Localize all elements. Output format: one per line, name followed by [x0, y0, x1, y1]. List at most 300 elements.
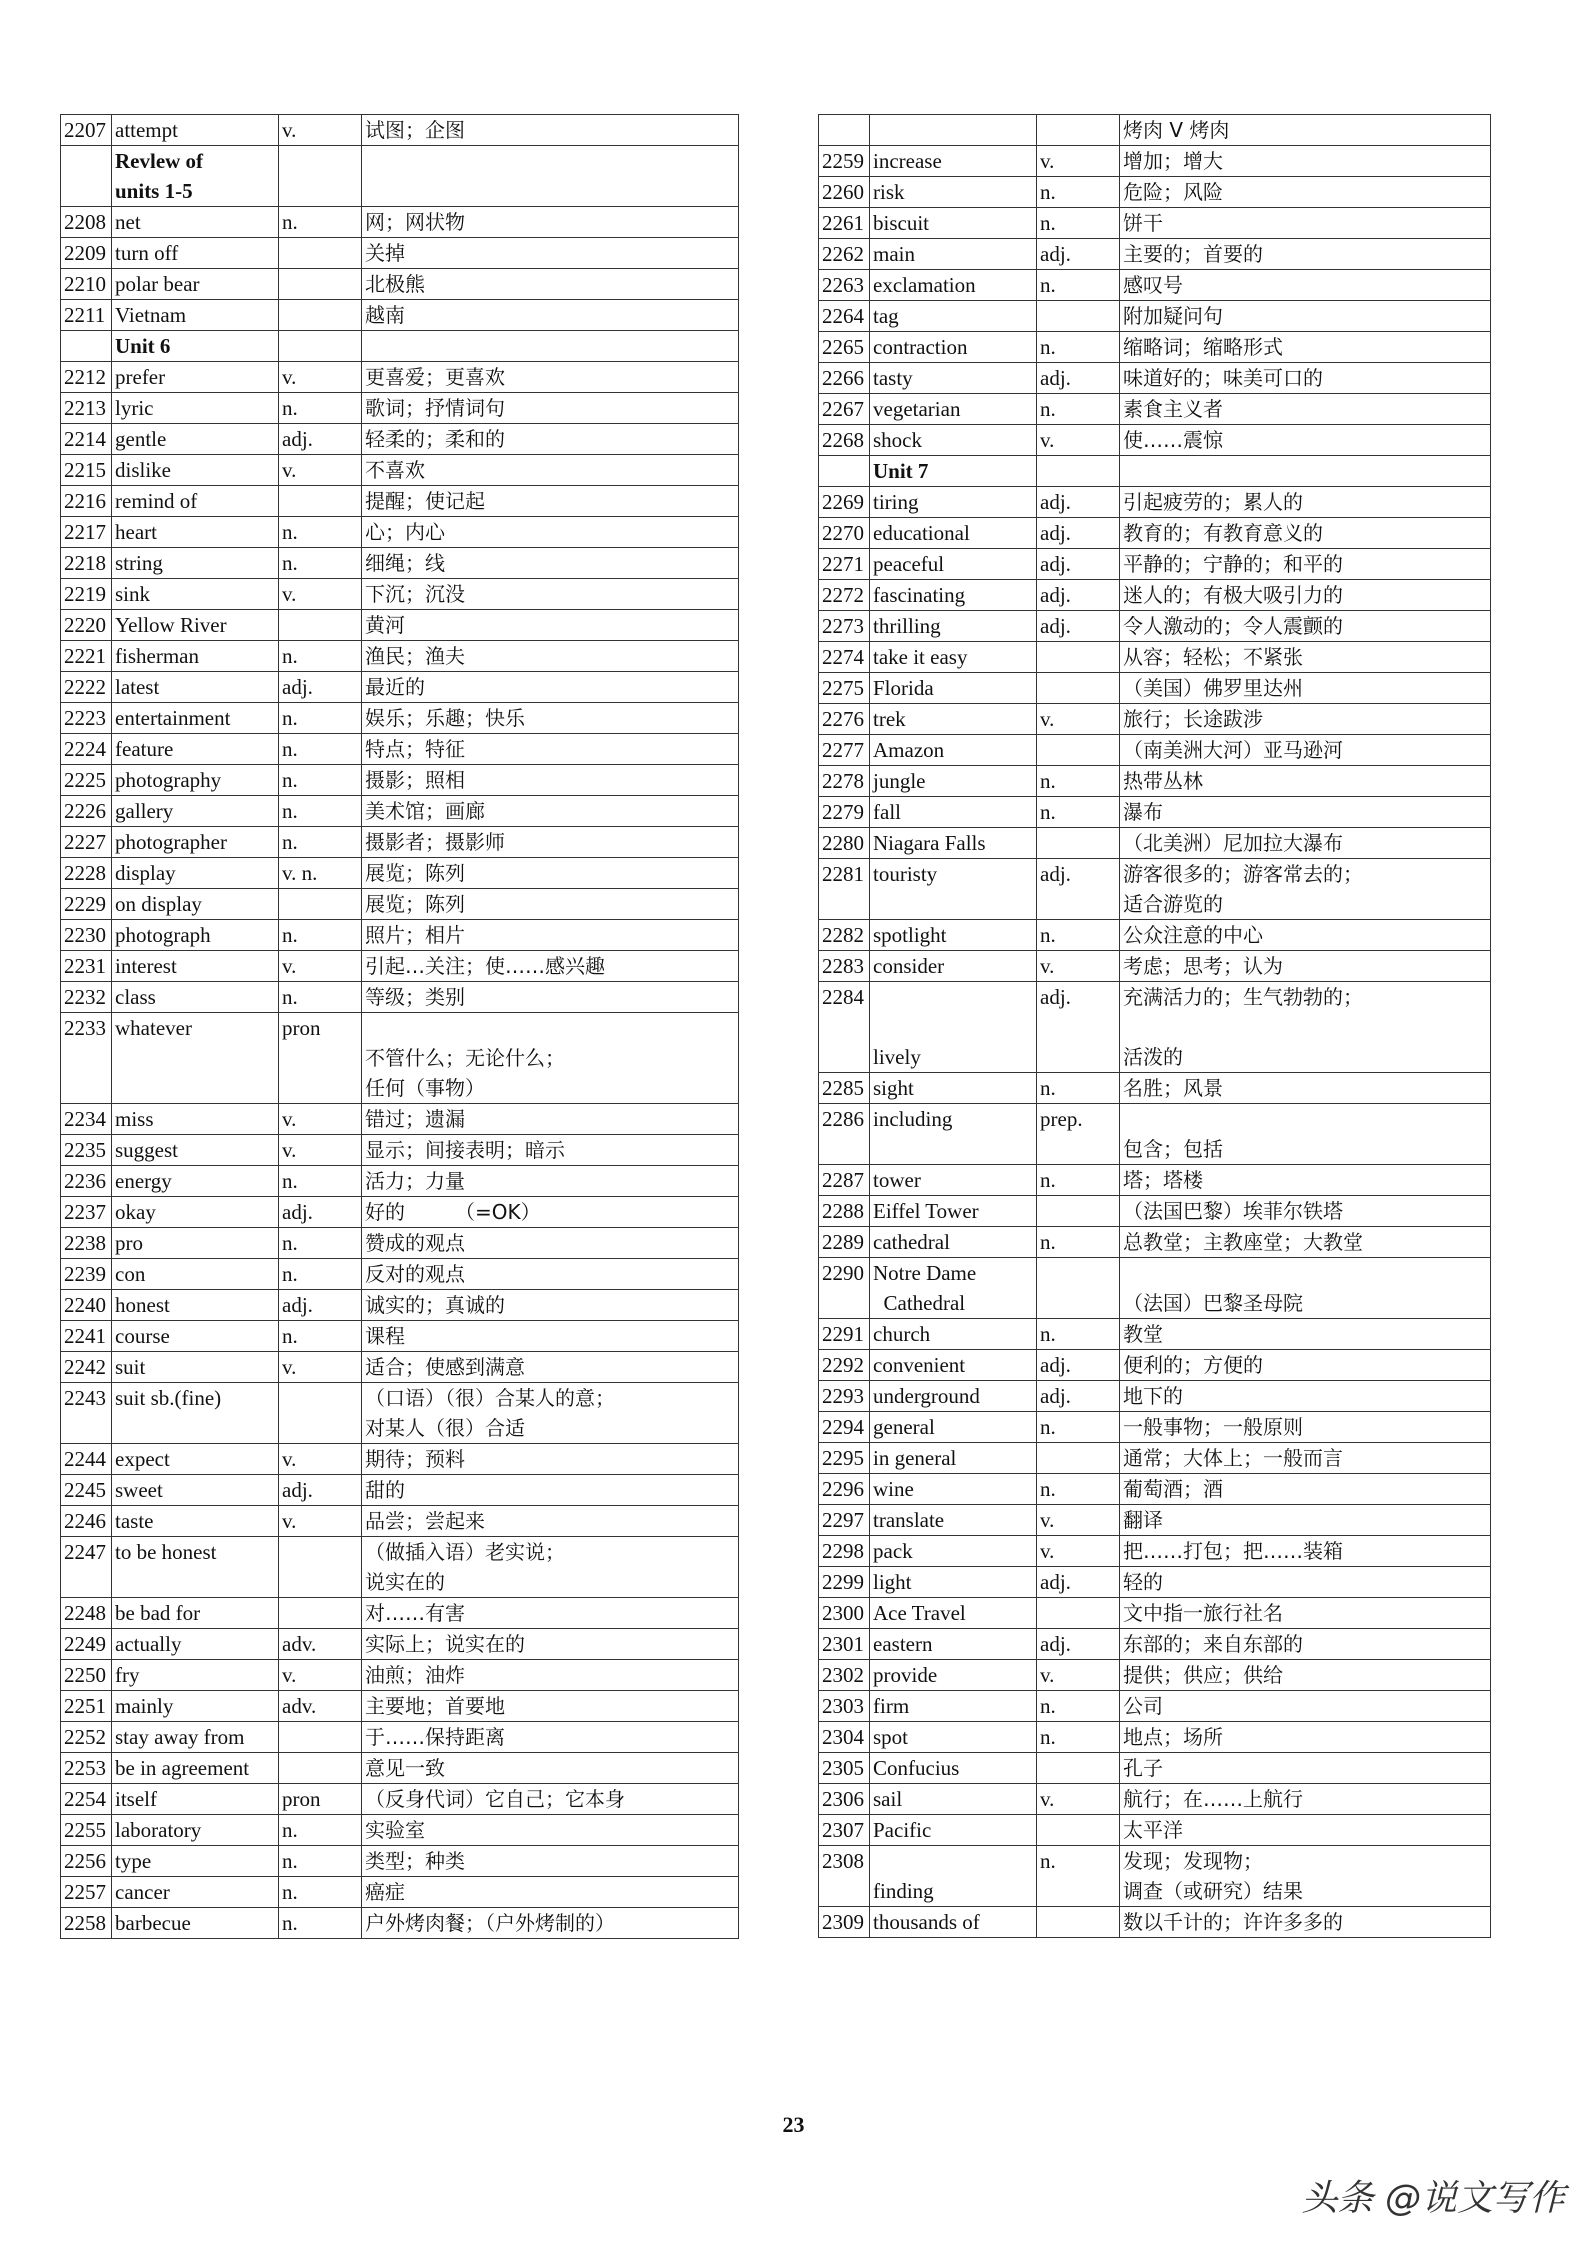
entry-meaning: 附加疑问句 [1120, 301, 1491, 332]
table-row [61, 1290, 739, 1321]
entry-word: spotlight [870, 920, 1037, 951]
entry-word: entertainment [112, 703, 279, 734]
entry-number: 2303 [819, 1691, 870, 1722]
entry-word: miss [112, 1104, 279, 1135]
entry-part-of-speech [279, 1753, 362, 1784]
table-row [819, 642, 1491, 673]
entry-meaning: 下沉；沉没 [362, 579, 739, 610]
entry-meaning: （北美洲）尼加拉大瀑布 [1120, 828, 1491, 859]
entry-number: 2276 [819, 704, 870, 735]
entry-number: 2309 [819, 1907, 870, 1938]
table-row [61, 734, 739, 765]
table-row [819, 766, 1491, 797]
entry-part-of-speech: adj. [1037, 549, 1120, 580]
entry-part-of-speech: v. [279, 1660, 362, 1691]
entry-part-of-speech: n. [279, 982, 362, 1013]
entry-number: 2308 [819, 1846, 870, 1907]
entry-number: 2213 [61, 393, 112, 424]
entry-number: 2231 [61, 951, 112, 982]
entry-number: 2210 [61, 269, 112, 300]
entry-word [112, 146, 279, 207]
entry-part-of-speech [1037, 1907, 1120, 1938]
table-row [819, 270, 1491, 301]
entry-word: con [112, 1259, 279, 1290]
entry-meaning: 数以千计的；许许多多的 [1120, 1907, 1491, 1938]
entry-number: 2227 [61, 827, 112, 858]
entry-word: fry [112, 1660, 279, 1691]
entry-number: 2294 [819, 1412, 870, 1443]
entry-number: 2286 [819, 1104, 870, 1165]
entry-part-of-speech: adj. [279, 1290, 362, 1321]
table-row [819, 1629, 1491, 1660]
entry-word: string [112, 548, 279, 579]
entry-number: 2292 [819, 1350, 870, 1381]
table-row [61, 331, 739, 362]
entry-word: gallery [112, 796, 279, 827]
entry-word: prefer [112, 362, 279, 393]
entry-part-of-speech [1037, 1443, 1120, 1474]
table-row [61, 1475, 739, 1506]
entry-meaning: 教育的；有教育意义的 [1120, 518, 1491, 549]
table-row [61, 269, 739, 300]
entry-meaning: 更喜爱；更喜欢 [362, 362, 739, 393]
entry-word: wine [870, 1474, 1037, 1505]
entry-number: 2219 [61, 579, 112, 610]
cell-line: 充满活力的；生气勃勃的； [1123, 985, 1363, 1009]
table-row [819, 177, 1491, 208]
entry-word: spot [870, 1722, 1037, 1753]
entry-number: 2295 [819, 1443, 870, 1474]
entry-word: peaceful [870, 549, 1037, 580]
entry-part-of-speech [279, 331, 362, 362]
entry-number: 2283 [819, 951, 870, 982]
table-row [819, 1598, 1491, 1629]
table-row [61, 951, 739, 982]
entry-meaning: 户外烤肉餐；（户外烤制的） [362, 1908, 739, 1939]
entry-number: 2257 [61, 1877, 112, 1908]
entry-part-of-speech: n. [1037, 1846, 1120, 1907]
entry-part-of-speech: v. [279, 1352, 362, 1383]
entry-number: 2291 [819, 1319, 870, 1350]
table-row [61, 1660, 739, 1691]
entry-number: 2267 [819, 394, 870, 425]
entry-word: mainly [112, 1691, 279, 1722]
table-row [819, 1412, 1491, 1443]
entry-word: honest [112, 1290, 279, 1321]
entry-part-of-speech: n. [279, 1259, 362, 1290]
entry-number: 2218 [61, 548, 112, 579]
entry-number: 2245 [61, 1475, 112, 1506]
table-row [61, 115, 739, 146]
entry-number: 2268 [819, 425, 870, 456]
entry-meaning: 缩略词；缩略形式 [1120, 332, 1491, 363]
entry-part-of-speech: v. [1037, 1784, 1120, 1815]
table-row [61, 424, 739, 455]
entry-part-of-speech [279, 889, 362, 920]
entry-word: risk [870, 177, 1037, 208]
entry-meaning: （反身代词）它自己；它本身 [362, 1784, 739, 1815]
entry-word: Florida [870, 673, 1037, 704]
entry-word: cancer [112, 1877, 279, 1908]
entry-part-of-speech: adj. [1037, 859, 1120, 920]
entry-part-of-speech: pron [279, 1013, 362, 1104]
entry-part-of-speech [1037, 1753, 1120, 1784]
entry-word: okay [112, 1197, 279, 1228]
entry-word: taste [112, 1506, 279, 1537]
entry-part-of-speech: n. [1037, 1165, 1120, 1196]
entry-word: eastern [870, 1629, 1037, 1660]
entry-part-of-speech: n. [279, 703, 362, 734]
entry-meaning: 素食主义者 [1120, 394, 1491, 425]
entry-word: pack [870, 1536, 1037, 1567]
table-row [61, 672, 739, 703]
entry-meaning [362, 1383, 739, 1444]
entry-word: course [112, 1321, 279, 1352]
entry-word [870, 1846, 1037, 1907]
entry-meaning: 实际上；说实在的 [362, 1629, 739, 1660]
table-row [819, 1073, 1491, 1104]
entry-number: 2264 [819, 301, 870, 332]
entry-word: Niagara Falls [870, 828, 1037, 859]
entry-part-of-speech: adj. [1037, 239, 1120, 270]
table-row [819, 1350, 1491, 1381]
entry-word: shock [870, 425, 1037, 456]
entry-word: increase [870, 146, 1037, 177]
entry-part-of-speech: v. [279, 1104, 362, 1135]
table-row [819, 425, 1491, 456]
entry-part-of-speech [279, 1537, 362, 1598]
table-row [61, 1877, 739, 1908]
entry-word: gentle [112, 424, 279, 455]
entry-word: tag [870, 301, 1037, 332]
entry-meaning: 主要的；首要的 [1120, 239, 1491, 270]
entry-part-of-speech: v. [279, 455, 362, 486]
entry-meaning: 轻柔的；柔和的 [362, 424, 739, 455]
entry-meaning: 东部的；来自东部的 [1120, 1629, 1491, 1660]
table-row [819, 1691, 1491, 1722]
table-row [61, 1846, 739, 1877]
entry-part-of-speech: n. [279, 517, 362, 548]
table-row [61, 1815, 739, 1846]
entry-part-of-speech: n. [279, 1846, 362, 1877]
watermark: 头条 @说文写作 [1301, 2178, 1565, 2219]
entry-number: 2212 [61, 362, 112, 393]
entry-number: 2307 [819, 1815, 870, 1846]
entry-number: 2239 [61, 1259, 112, 1290]
entry-word: Amazon [870, 735, 1037, 766]
table-row [61, 1104, 739, 1135]
entry-number: 2265 [819, 332, 870, 363]
entry-meaning: 令人激动的；令人震颤的 [1120, 611, 1491, 642]
entry-meaning: 增加；增大 [1120, 146, 1491, 177]
table-row [819, 332, 1491, 363]
entry-word: latest [112, 672, 279, 703]
entry-word: church [870, 1319, 1037, 1350]
entry-number [61, 146, 112, 207]
entry-part-of-speech: n. [1037, 1691, 1120, 1722]
table-row [61, 579, 739, 610]
entry-part-of-speech: n. [279, 1815, 362, 1846]
cell-line: 适合游览的 [1123, 892, 1223, 916]
table-row [819, 1104, 1491, 1165]
entry-word: fascinating [870, 580, 1037, 611]
page-number: 23 [782, 2112, 805, 2137]
entry-part-of-speech: n. [1037, 1073, 1120, 1104]
entry-part-of-speech [279, 269, 362, 300]
entry-meaning: 地下的 [1120, 1381, 1491, 1412]
entry-meaning [1120, 1104, 1491, 1165]
entry-number: 2304 [819, 1722, 870, 1753]
entry-number: 2250 [61, 1660, 112, 1691]
entry-word: be in agreement [112, 1753, 279, 1784]
entry-meaning: 活力；力量 [362, 1166, 739, 1197]
entry-word: display [112, 858, 279, 889]
entry-meaning: 意见一致 [362, 1753, 739, 1784]
entry-meaning: 塔；塔楼 [1120, 1165, 1491, 1196]
entry-part-of-speech [1037, 642, 1120, 673]
cell-line: 不管什么；无论什么； [365, 1046, 565, 1070]
table-row [819, 394, 1491, 425]
table-row [61, 517, 739, 548]
table-row [819, 1319, 1491, 1350]
table-row [819, 1907, 1491, 1938]
entry-part-of-speech: v. n. [279, 858, 362, 889]
entry-meaning: 总教堂；主教座堂；大教堂 [1120, 1227, 1491, 1258]
table-row [61, 1506, 739, 1537]
entry-part-of-speech: n. [1037, 766, 1120, 797]
entry-part-of-speech: adj. [1037, 580, 1120, 611]
entry-part-of-speech: n. [1037, 1227, 1120, 1258]
entry-word: actually [112, 1629, 279, 1660]
entry-part-of-speech: n. [279, 796, 362, 827]
entry-number: 2242 [61, 1352, 112, 1383]
table-row [819, 828, 1491, 859]
entry-word: suit [112, 1352, 279, 1383]
entry-number: 2259 [819, 146, 870, 177]
entry-word: in general [870, 1443, 1037, 1474]
entry-word: general [870, 1412, 1037, 1443]
entry-meaning: 好的 （=OK） [362, 1197, 739, 1228]
entry-part-of-speech: n. [279, 827, 362, 858]
entry-number: 2306 [819, 1784, 870, 1815]
entry-number: 2274 [819, 642, 870, 673]
entry-number: 2241 [61, 1321, 112, 1352]
entry-meaning: 品尝；尝起来 [362, 1506, 739, 1537]
table-row [61, 1197, 739, 1228]
table-row [819, 1567, 1491, 1598]
entry-number: 2281 [819, 859, 870, 920]
entry-number: 2251 [61, 1691, 112, 1722]
entry-number: 2258 [61, 1908, 112, 1939]
entry-part-of-speech: n. [1037, 1319, 1120, 1350]
table-row [61, 207, 739, 238]
entry-meaning: 显示；间接表明；暗示 [362, 1135, 739, 1166]
table-row [819, 673, 1491, 704]
entry-number: 2263 [819, 270, 870, 301]
entry-number: 2262 [819, 239, 870, 270]
entry-number: 2288 [819, 1196, 870, 1227]
entry-word: Eiffel Tower [870, 1196, 1037, 1227]
table-row [819, 1536, 1491, 1567]
table-row [61, 486, 739, 517]
entry-part-of-speech: adj. [1037, 611, 1120, 642]
entry-number: 2214 [61, 424, 112, 455]
table-row [819, 951, 1491, 982]
entry-part-of-speech [1037, 115, 1120, 146]
entry-meaning: 名胜；风景 [1120, 1073, 1491, 1104]
entry-meaning: 细绳；线 [362, 548, 739, 579]
entry-word: main [870, 239, 1037, 270]
table-row [819, 1196, 1491, 1227]
table-row [819, 1846, 1491, 1907]
table-row [61, 393, 739, 424]
entry-word: suggest [112, 1135, 279, 1166]
entry-number: 2301 [819, 1629, 870, 1660]
entry-number: 2228 [61, 858, 112, 889]
entry-part-of-speech [279, 1722, 362, 1753]
entry-part-of-speech: adj. [1037, 487, 1120, 518]
entry-part-of-speech: adj. [1037, 1629, 1120, 1660]
entry-part-of-speech [1037, 301, 1120, 332]
entry-number: 2298 [819, 1536, 870, 1567]
entry-word: convenient [870, 1350, 1037, 1381]
entry-part-of-speech [279, 300, 362, 331]
entry-meaning: 感叹号 [1120, 270, 1491, 301]
entry-number: 2275 [819, 673, 870, 704]
entry-word: firm [870, 1691, 1037, 1722]
entry-meaning: （美国）佛罗里达州 [1120, 673, 1491, 704]
entry-word: Yellow River [112, 610, 279, 641]
table-row [61, 641, 739, 672]
entry-meaning: 从容；轻松；不紧张 [1120, 642, 1491, 673]
entry-part-of-speech: n. [1037, 270, 1120, 301]
entry-part-of-speech: v. [1037, 425, 1120, 456]
entry-number: 2284 [819, 982, 870, 1073]
entry-word: consider [870, 951, 1037, 982]
entry-word: to be honest [112, 1537, 279, 1598]
entry-number: 2215 [61, 455, 112, 486]
entry-word: cathedral [870, 1227, 1037, 1258]
entry-word: on display [112, 889, 279, 920]
entry-word [870, 1258, 1037, 1319]
table-row [61, 889, 739, 920]
entry-meaning: 通常；大体上；一般而言 [1120, 1443, 1491, 1474]
entry-part-of-speech: adj. [279, 1197, 362, 1228]
entry-part-of-speech [1037, 456, 1120, 487]
entry-word: Unit 6 [112, 331, 279, 362]
entry-meaning: 北极熊 [362, 269, 739, 300]
entry-part-of-speech [279, 238, 362, 269]
table-row [61, 827, 739, 858]
table-row [61, 858, 739, 889]
entry-word: thousands of [870, 1907, 1037, 1938]
entry-part-of-speech: v. [279, 362, 362, 393]
cell-line: （做插入语）老实说； [365, 1540, 565, 1564]
entry-meaning: 考虑；思考；认为 [1120, 951, 1491, 982]
entry-number: 2270 [819, 518, 870, 549]
entry-word: whatever [112, 1013, 279, 1104]
entry-part-of-speech [1037, 673, 1120, 704]
entry-meaning: 歌词；抒情词句 [362, 393, 739, 424]
entry-part-of-speech: n. [1037, 394, 1120, 425]
entry-meaning: 诚实的；真诚的 [362, 1290, 739, 1321]
table-row [61, 300, 739, 331]
entry-meaning: 太平洋 [1120, 1815, 1491, 1846]
entry-part-of-speech: v. [279, 1444, 362, 1475]
table-row [61, 1629, 739, 1660]
entry-number: 2216 [61, 486, 112, 517]
entry-meaning: 孔子 [1120, 1753, 1491, 1784]
entry-word: barbecue [112, 1908, 279, 1939]
entry-word: photography [112, 765, 279, 796]
entry-number: 2297 [819, 1505, 870, 1536]
entry-part-of-speech: n. [1037, 177, 1120, 208]
entry-meaning: 甜的 [362, 1475, 739, 1506]
table-row [61, 1537, 739, 1598]
entry-part-of-speech [279, 1598, 362, 1629]
cell-line: 发现；发现物； [1123, 1849, 1263, 1873]
table-row [61, 455, 739, 486]
entry-part-of-speech [279, 146, 362, 207]
entry-meaning: 对……有害 [362, 1598, 739, 1629]
cell-line: Notre Dame [873, 1261, 977, 1285]
entry-number: 2233 [61, 1013, 112, 1104]
entry-meaning [362, 146, 739, 207]
entry-part-of-speech [1037, 828, 1120, 859]
entry-part-of-speech: n. [1037, 1722, 1120, 1753]
entry-part-of-speech: v. [279, 579, 362, 610]
entry-part-of-speech: adj. [1037, 363, 1120, 394]
entry-part-of-speech [1037, 735, 1120, 766]
entry-part-of-speech: n. [279, 641, 362, 672]
table-row [819, 1443, 1491, 1474]
entry-word: pro [112, 1228, 279, 1259]
entry-number: 2256 [61, 1846, 112, 1877]
entry-number: 2287 [819, 1165, 870, 1196]
entry-number: 2296 [819, 1474, 870, 1505]
entry-number: 2237 [61, 1197, 112, 1228]
entry-number: 2278 [819, 766, 870, 797]
entry-part-of-speech: adj. [1037, 518, 1120, 549]
entry-number: 2232 [61, 982, 112, 1013]
entry-word: energy [112, 1166, 279, 1197]
entry-meaning: 迷人的；有极大吸引力的 [1120, 580, 1491, 611]
entry-number: 2277 [819, 735, 870, 766]
entry-part-of-speech: n. [1037, 920, 1120, 951]
entry-number: 2261 [819, 208, 870, 239]
entry-meaning [1120, 859, 1491, 920]
table-row [819, 1381, 1491, 1412]
entry-word: sweet [112, 1475, 279, 1506]
entry-part-of-speech: adj. [279, 424, 362, 455]
entry-meaning: 翻译 [1120, 1505, 1491, 1536]
entry-meaning [1120, 456, 1491, 487]
cell-line: 任何（事物） [365, 1076, 485, 1100]
entry-word: heart [112, 517, 279, 548]
entry-meaning: 葡萄酒；酒 [1120, 1474, 1491, 1505]
entry-part-of-speech: v. [1037, 1660, 1120, 1691]
entry-word: expect [112, 1444, 279, 1475]
entry-part-of-speech: v. [279, 1135, 362, 1166]
table-row [819, 735, 1491, 766]
entry-part-of-speech [1037, 1598, 1120, 1629]
entry-part-of-speech: n. [1037, 1474, 1120, 1505]
table-row [819, 549, 1491, 580]
table-row [61, 1444, 739, 1475]
table-row [61, 1908, 739, 1939]
entry-meaning: 引起疲劳的；累人的 [1120, 487, 1491, 518]
entry-meaning: 油煎；油炸 [362, 1660, 739, 1691]
